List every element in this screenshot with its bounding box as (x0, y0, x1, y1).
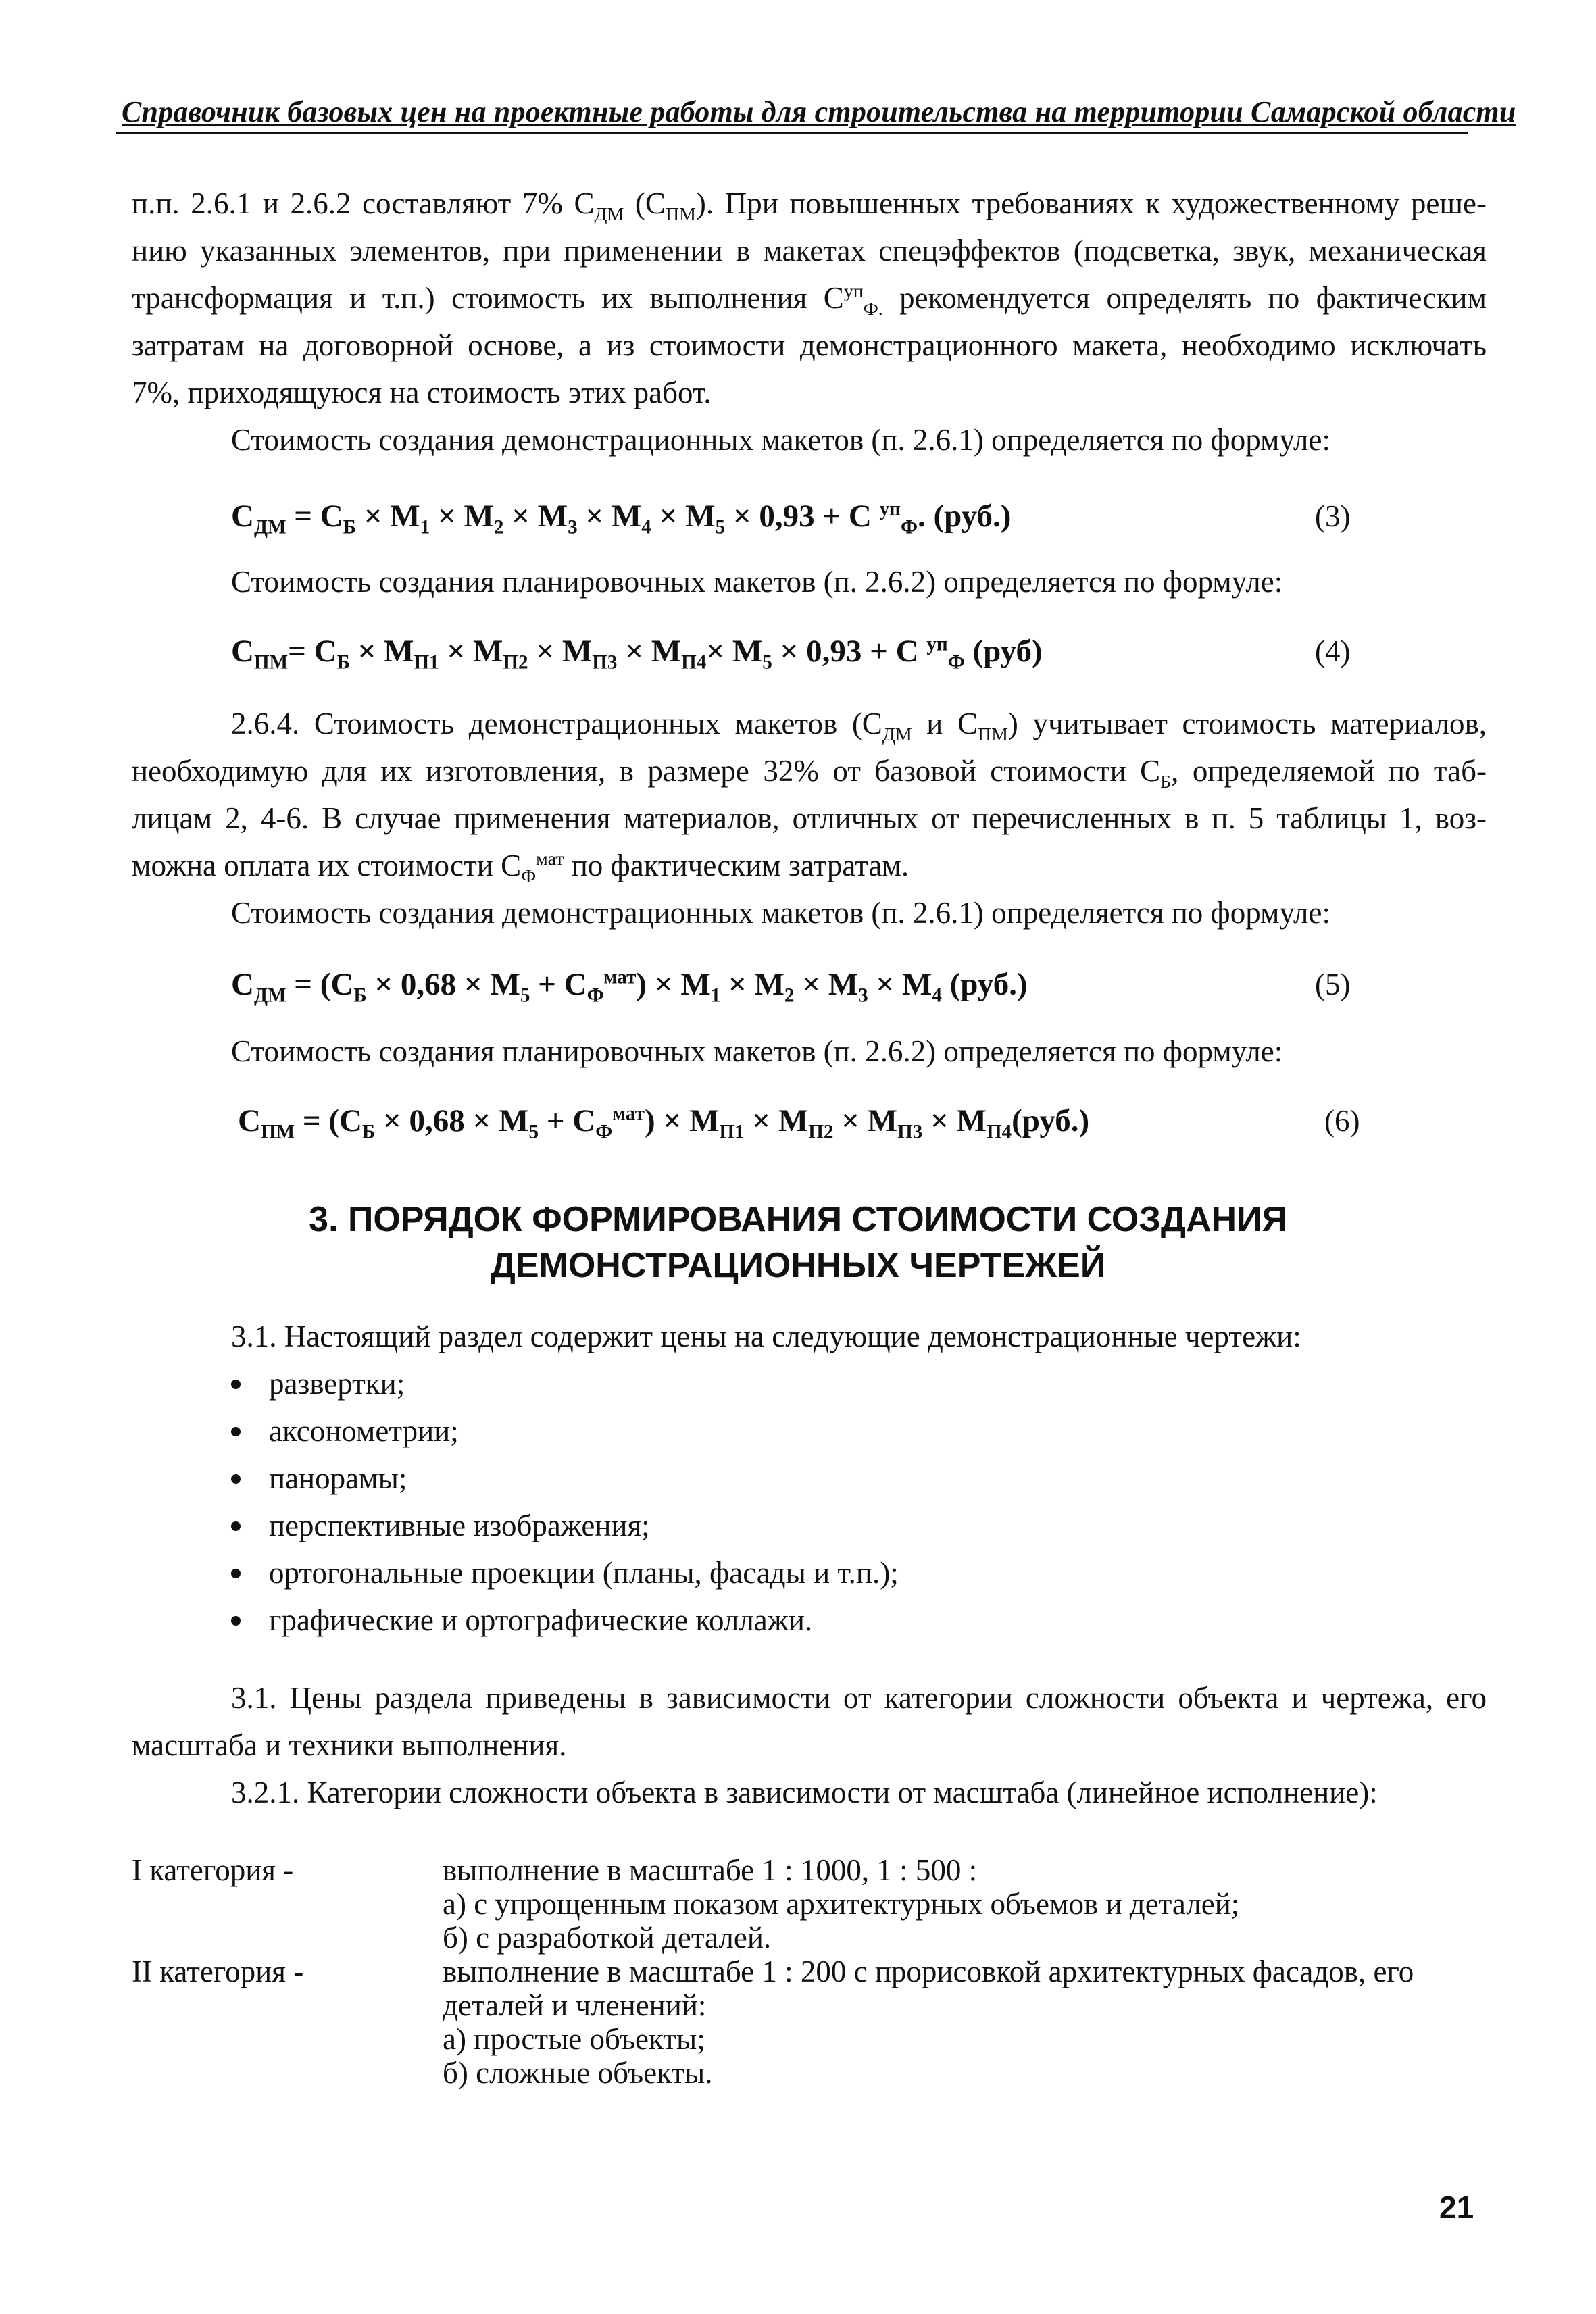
formula-3: $С_{ДМ} = С_Б \times М_1 \times М_2 \times М_3 \times М_4 \times М_5 \times 0,93 + С$ $^{уп}_Ф$. (руб.) (231, 498, 1012, 538)
paragraph-line: трансформация и т.п.) стоимость их выполнения $С^{уп}_{Ф.}$ рекомендуется определять по фактическим (132, 281, 1487, 320)
bullet-icon (231, 1474, 241, 1484)
category-label: I категория - (132, 1853, 294, 1887)
list-item: панорамы; (231, 1461, 407, 1496)
formula-number: (3) (1315, 499, 1351, 533)
category-line: б) с разработкой деталей. (443, 1921, 772, 1955)
paragraph-line: 3.1. Настоящий раздел содержит цены на следующие демонстрационные чертежи: (231, 1319, 1301, 1353)
category-label: II категория - (132, 1955, 304, 1988)
bullet-icon (231, 1427, 241, 1436)
paragraph-line: масштаба и техники выполнения. (132, 1728, 567, 1762)
formula-intro: Стоимость создания планировочных макетов (п. 2.6.2) определяется по формуле: (231, 1034, 1283, 1068)
paragraph-line: 7%, приходящуюся на стоимость этих работ. (132, 376, 712, 409)
paragraph-line: можна оплата их стоимости $С_Ф^{мат}$ по фактическим затратам. (132, 849, 909, 887)
formula-number: (5) (1315, 967, 1351, 1001)
paragraph-line: 3.2.1. Категории сложности объекта в зависимости от масштаба (линейное исполнение): (231, 1776, 1378, 1809)
paragraph-line: п.п. 2.6.1 и 2.6.2 составляют 7% $С_{ДМ}$ $(С_{ПМ})$. При повышенных требованиях к художественному реше- (132, 186, 1487, 225)
document-header: Справочник базовых цен на проектные работы для строительства на территории Самарской области (122, 95, 1516, 128)
paragraph-line: необходимую для их изготовления, в размере 32% от базовой стоимости $С_Б$, определяемой по таб- (132, 754, 1487, 793)
paragraph-line: затратам на договорной основе, а из стоимости демонстрационного макета, необходимо исключать (132, 328, 1487, 362)
category-line: деталей и членений: (443, 1988, 707, 2022)
paragraph-line: нию указанных элементов, при применении в макетах спецэффектов (подсветка, звук, механическая (132, 234, 1487, 268)
bullet-icon (231, 1521, 241, 1531)
formula-intro: Стоимость создания демонстрационных макетов (п. 2.6.1) определяется по формуле: (231, 896, 1330, 930)
paragraph-line: лицам 2, 4-6. В случае применения материалов, отличных от перечисленных в п. 5 таблицы 1, воз- (132, 801, 1487, 835)
paragraph-line: 3.1. Цены раздела приведены в зависимости от категории сложности объекта и чертежа, его (231, 1681, 1487, 1715)
formula-4: $С_{ПМ}= С_Б \times М_{П1} \times М_{П2} \times М_{П3} \times М_{П4}\times М_5 \times 0,93 + С$ $^{уп}_Ф$ (руб) (231, 633, 1043, 674)
list-item: ортогональные проекции (планы, фасады и т.п.); (231, 1555, 899, 1590)
list-item: аксонометрии; (231, 1413, 459, 1449)
category-line: выполнение в масштабе 1 : 200 с прорисовкой архитектурных фасадов, его (443, 1955, 1414, 1988)
list-item: развертки; (231, 1366, 405, 1401)
list-item: графические и ортографические коллажи. (231, 1603, 812, 1638)
list-item: перспективные изображения; (231, 1508, 650, 1543)
paragraph-line: 2.6.4. Стоимость демонстрационных макетов ($С_{ДМ}$ и $С_{ПМ}$) учитывает стоимость материалов, (231, 707, 1487, 745)
formula-number: (6) (1324, 1104, 1360, 1138)
category-line: выполнение в масштабе 1 : 1000, 1 : 500 : (443, 1853, 978, 1887)
category-line: а) с упрощенным показом архитектурных объемов и деталей; (443, 1887, 1240, 1921)
bullet-icon (231, 1380, 241, 1389)
category-line: б) сложные объекты. (443, 2056, 713, 2090)
section-heading: ДЕМОНСТРАЦИОННЫХ ЧЕРТЕЖЕЙ (490, 1246, 1106, 1285)
bullet-icon (231, 1569, 241, 1578)
header-rule (116, 132, 1468, 134)
bullet-icon (231, 1616, 241, 1626)
formula-intro: Стоимость создания планировочных макетов (п. 2.6.2) определяется по формуле: (231, 565, 1283, 599)
formula-5: $С_{ДМ} = (С_Б \times 0,68 \times М_5 + С_Ф^{мат}) \times М_1 \times М_2 \times М_3 \times М_4$ (руб.) (231, 966, 1028, 1007)
formula-intro: Стоимость создания демонстрационных макетов (п. 2.6.1) определяется по формуле: (231, 423, 1330, 457)
formula-number: (4) (1315, 634, 1351, 668)
formula-6: $С_{ПМ} = (С_Б \times 0,68 \times М_5 + С_Ф^{мат}) \times М_{П1} \times М_{П2} \times М_{П3} \times М_{П4}(руб.)$ (238, 1103, 1090, 1143)
page-number: 21 (1439, 2190, 1474, 2225)
category-line: а) простые объекты; (443, 2022, 705, 2056)
section-heading: 3. ПОРЯДОК ФОРМИРОВАНИЯ СТОИМОСТИ СОЗДАНИЯ (309, 1200, 1287, 1239)
